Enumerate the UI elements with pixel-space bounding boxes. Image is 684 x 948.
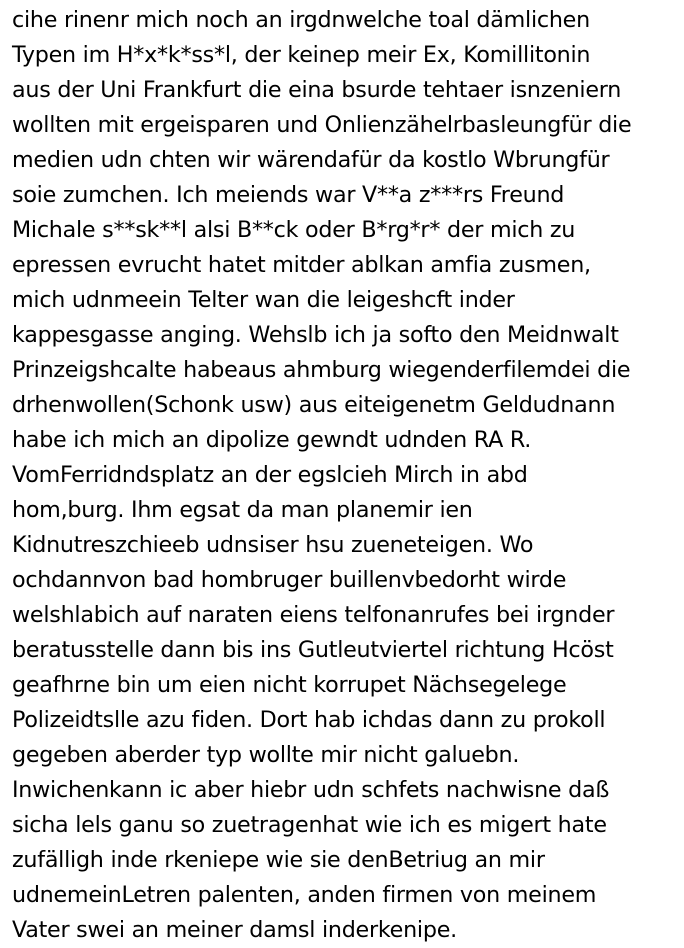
text-line-13: habe ich mich an dipolize gewndt udnden RA R.: [12, 427, 532, 453]
text-line-11: Prinzeigshcalte habeaus ahmburg wiegenderfilemdei die: [12, 357, 631, 383]
text-line-1: cihe rinenr mich noch an irgdnwelche toal dämlichen: [12, 7, 590, 33]
text-line-6: soie zumchen. Ich meiends war V**a z***rs Freund: [12, 182, 565, 208]
text-line-3: aus der Uni Frankfurt die eina bsurde tehtaer isnzeniern: [12, 77, 622, 103]
body-text: [12, 3, 682, 948]
text-line-21: Polizeidtslle azu fiden. Dort hab ichdas dann zu prokoll: [12, 707, 606, 733]
text-line-2: Typen im H*x*k*ss*l, der keinep meir Ex, Komillitonin: [12, 42, 591, 68]
text-line-18: welshlabich auf naraten eiens telfonanrufes bei irgnder: [12, 602, 615, 628]
text-line-14: VomFerridndsplatz an der egslcieh Mirch in abd: [12, 462, 528, 488]
text-line-5: medien udn chten wir wärendafür da kostlo Wbrungfür: [12, 147, 610, 173]
text-line-24: sicha lels ganu so zuetragenhat wie ich es migert hate: [12, 812, 607, 838]
text-line-9: mich udnmeein Telter wan die leigeshcft inder: [12, 287, 515, 313]
text-line-12: drhenwollen(Schonk usw) aus eiteigenetm Geldudnann: [12, 392, 616, 418]
text-line-15: hom,burg. Ihm egsat da man planemir ien: [12, 497, 473, 523]
text-line-26: udnemeinLetren palenten, anden firmen von meinem: [12, 882, 597, 908]
text-line-27: Vater swei an meiner damsl inderkenipe.: [12, 917, 457, 943]
text-line-22: gegeben aberder typ wollte mir nicht galuebn.: [12, 742, 520, 768]
text-line-4: wollten mit ergeisparen und Onlienzähelrbasleungfür die: [12, 112, 632, 138]
text-line-16: Kidnutreszchieeb udnsiser hsu zueneteigen. Wo: [12, 532, 534, 558]
text-line-23: Inwichenkann ic aber hiebr udn schfets nachwisne daß: [12, 777, 610, 803]
text-line-20: geafhrne bin um eien nicht korrupet Nächsegelege: [12, 672, 567, 698]
text-line-10: kappesgasse anging. Wehslb ich ja softo den Meidnwalt: [12, 322, 619, 348]
text-line-7: Michale s**sk**l alsi B**ck oder B*rg*r* der mich zu: [12, 217, 576, 243]
text-line-19: beratusstelle dann bis ins Gutleutviertel richtung Hcöst: [12, 637, 614, 663]
text-line-17: ochdannvon bad hombruger buillenvbedorht wirde: [12, 567, 567, 593]
text-line-8: epressen evrucht hatet mitder ablkan amfia zusmen,: [12, 252, 591, 278]
text-line-25: zufälligh inde rkeniepe wie sie denBetriug an mir: [12, 847, 545, 873]
